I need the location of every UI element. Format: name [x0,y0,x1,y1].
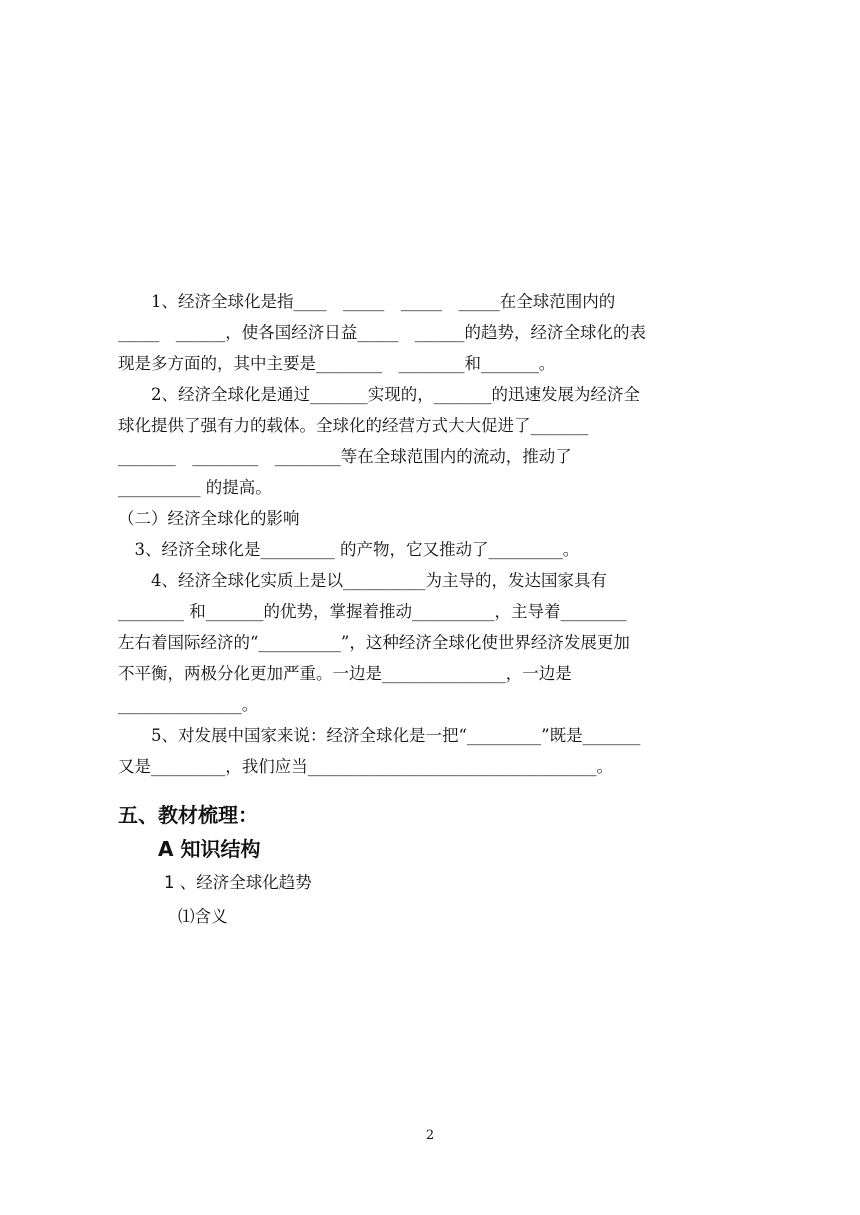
question-1-line-2: _____ ______，使各国经济日益_____ ______的趋势，经济全球化的表 [118,323,646,342]
item-1-subitem-1: ⑴含义 [178,907,228,926]
question-2-line-3: _______ ________ ________等在全球范围内的流动，推动了 [118,447,572,466]
question-4-line-2: ________ 和_______的优势，掌握着推动__________，主导着________ [118,602,627,621]
question-2-line-1: 2、经济全球化是通过_______实现的，_______的迅速发展为经济全 [151,385,640,404]
question-4-line-1: 4、经济全球化实质上是以__________为主导的，发达国家具有 [151,571,607,590]
question-4-line-5: _______________。 [118,695,259,714]
outline-section [118,798,744,934]
question-4-line-3: 左右着国际经济的“__________”，这种经济全球化使世界经济发展更加 [118,633,630,652]
page-number: 2 [425,1128,435,1143]
question-3: 3、经济全球化是_________ 的产物，它又推动了_________。 [134,540,580,559]
section-5-title: 五、教材梳理： [118,803,258,827]
question-2-line-2: 球化提供了强有力的载体。全球化的经营方式大大促进了_______ [118,416,589,435]
page-content [118,286,744,934]
question-2-line-4: __________ 的提高。 [118,478,272,497]
item-1-title: 1 、经济全球化趋势 [164,873,312,892]
question-4-line-4: 不平衡，两极分化更加严重。一边是_______________，一边是 [118,664,572,683]
question-1-line-1: 1、经济全球化是指____ _____ _____ _____在全球范围内的 [151,292,616,311]
section-2-title: （二）经济全球化的影响 [118,509,300,528]
question-1-line-3: 现是多方面的，其中主要是________ ________和_______。 [118,354,556,373]
question-5-line-1: 5、对发展中国家来说：经济全球化是一把“_________”既是_______ [151,726,641,745]
question-5-line-2: 又是_________，我们应当___________________________________。 [118,757,613,776]
subsection-a-title: A 知识结构 [158,837,261,861]
